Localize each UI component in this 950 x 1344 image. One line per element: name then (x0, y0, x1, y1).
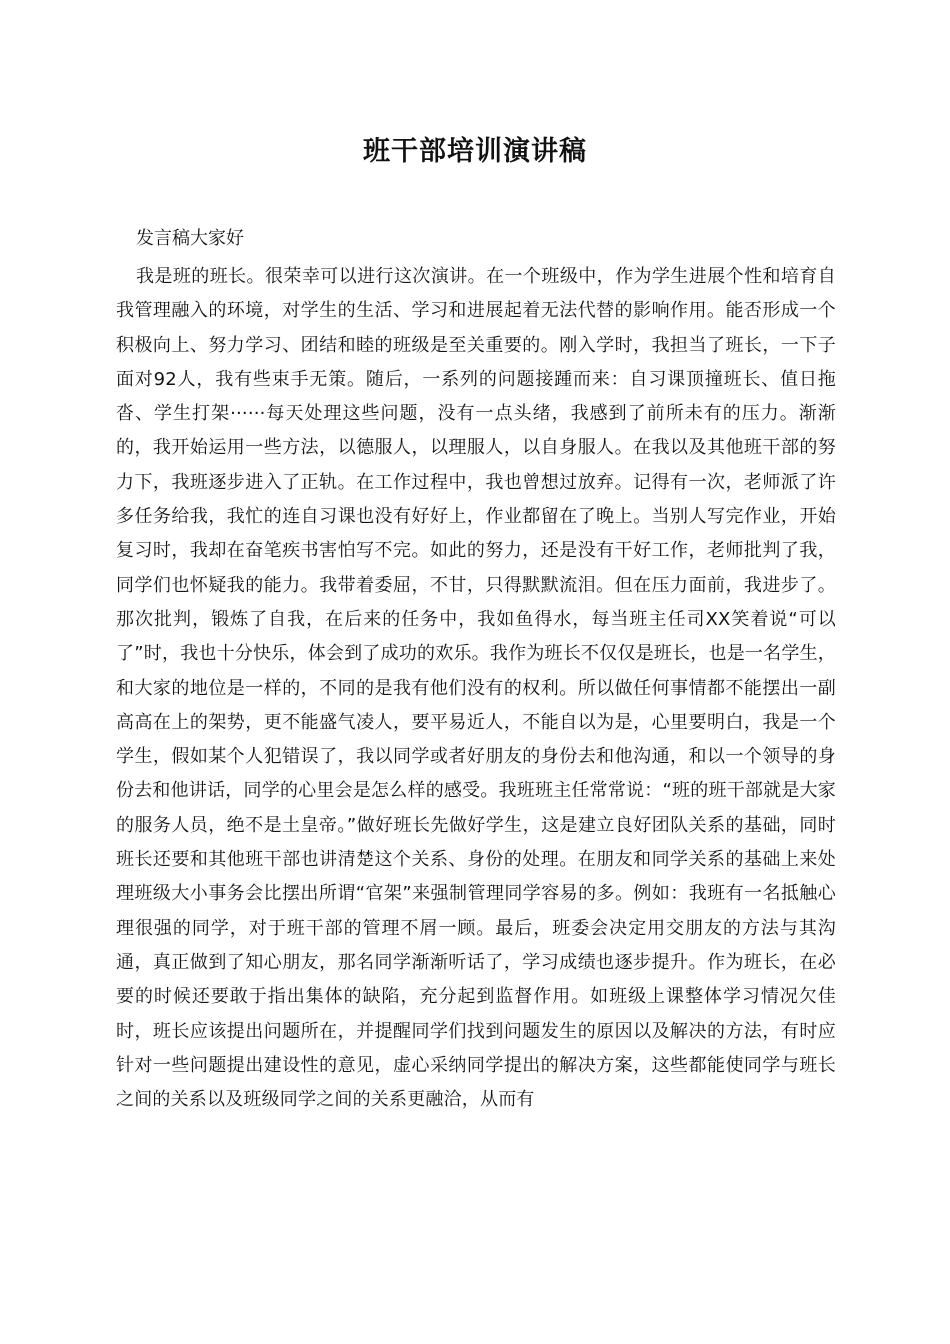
body-paragraph: 我是班的班长。很荣幸可以进行这次演讲。在一个班级中，作为学生进展个性和培育自我管理融入的环境，对学生的生活、学习和进展起着无法代替的影响作用。能否形成一个积极向上、努力学习、团结和睦的班级是至关重要的。刚入学时，我担当了班长，一下子面对92人，我有些束手无策。随后，一系列的问题接踵而来：自习课顶撞班长、值日拖沓、学生打架······每天处理这些问题，没有一点头绪，我感到了前所未有的压力。渐渐的，我开始运用一些方法，以德服人，以理服人，以自身服人。在我以及其他班干部的努力下，我班逐步进入了正轨。在工作过程中，我也曾想过放弃。记得有一次，老师派了许多任务给我，我忙的连自习课也没有好好上，作业都留在了晚上。当别人写完作业，开始复习时，我却在奋笔疾书害怕写不完。如此的努力，还是没有干好工作，老师批判了我，同学们也怀疑我的能力。我带着委屈，不甘，只得默默流泪。但在压力面前，我进步了。那次批判，锻炼了自我，在后来的任务中，我如鱼得水，每当班主任司XX笑着说“可以了”时，我也十分快乐，体会到了成功的欢乐。我作为班长不仅仅是班长，也是一名学生，和大家的地位是一样的，不同的是我有他们没有的权利。所以做任何事情都不能摆出一副高高在上的架势，更不能盛气凌人，要平易近人，不能自以为是，心里要明白，我是一个学生，假如某个人犯错误了，我以同学或者好朋友的身份去和他沟通，和以一个领导的身份去和他讲话，同学的心里会是怎么样的感受。我班班主任常常说：“班的班干部就是大家的服务人员，绝不是土皇帝。”做好班长先做好学生，这是建立良好团队关系的基础，同时班长还要和其他班干部也讲清楚这个关系、身份的处理。在朋友和同学关系的基础上来处理班级大小事务会比摆出所谓“官架”来强制管理同学容易的多。例如：我班有一名抵触心理很强的同学，对于班干部的管理不屑一顾。最后，班委会决定用交朋友的方法与其沟通，真正做到了知心朋友，那名同学渐渐听话了，学习成绩也逐步提升。作为班长，在必要的时候还要敢于指出集体的缺陷，充分起到监督作用。如班级上课整体学习情况欠佳时，班长应该提出问题所在，并提醒同学们找到问题发生的原因以及解决的方法，有时应针对一些问题提出建设性的意见，虚心采纳同学提出的解决方案，这些都能使同学与班长之间的关系以及班级同学之间的关系更融洽，从而有 (116, 266, 836, 1111)
document-title: 班干部培训演讲稿 (363, 136, 587, 167)
greeting-line: 发言稿大家好 (136, 228, 244, 249)
